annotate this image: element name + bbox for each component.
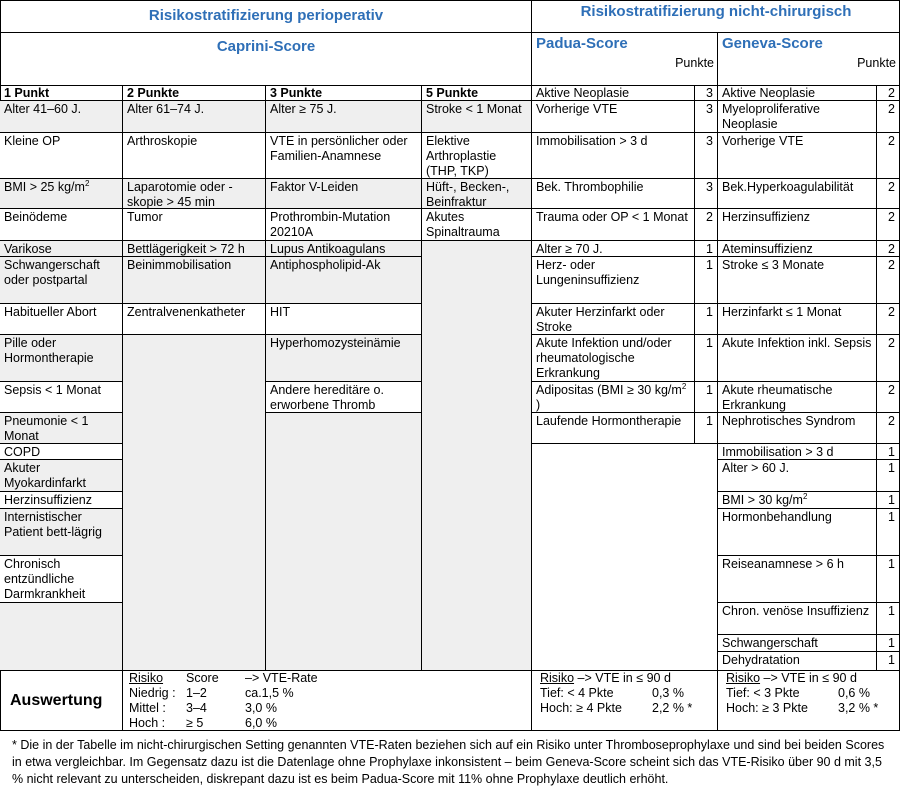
- caprini-item: Tumor: [123, 209, 266, 241]
- caprini-empty: [266, 413, 422, 671]
- geneva-points: 2: [877, 209, 900, 241]
- geneva-item: BMI > 30 $kg/m^2$: [718, 492, 877, 509]
- caprini-item: Alter ≥ 75 J.: [266, 101, 422, 133]
- padua-item: Trauma oder OP < 1 Monat: [532, 209, 695, 241]
- geneva-auswertung: Risiko –> VTE in ≤ 90 d Tief: < 3 Pkte 0,6 % Hoch: ≥ 3 Pkte 3,2 % *: [718, 671, 900, 731]
- caprini-item: HIT: [266, 304, 422, 335]
- geneva-item: Akute Infektion inkl. Sepsis: [718, 335, 877, 382]
- padua-item: Immobilisation > 3 d: [532, 133, 695, 179]
- caprini-item: Andere hereditäre o. erworbene Thromb: [266, 382, 422, 413]
- geneva-item: Schwangerschaft: [718, 635, 877, 652]
- caprini-item: Lupus Antikoagulans: [266, 241, 422, 257]
- caprini-item: COPD: [0, 444, 123, 460]
- geneva-item: Dehydratation: [718, 652, 877, 671]
- caprini-item: Habitueller Abort: [0, 304, 123, 335]
- caprini-item: VTE in persönlicher oder Familien-Anamnese: [266, 133, 422, 179]
- geneva-item: Aktive Neoplasie: [718, 86, 877, 101]
- geneva-item: Stroke ≤ 3 Monate: [718, 257, 877, 304]
- geneva-header-cell: [718, 33, 900, 86]
- title-nicht-chirurgisch: Risikostratifizierung nicht-chirurgisch: [532, 0, 900, 33]
- caprini-col-2: 2 Punkte: [123, 86, 266, 101]
- padua-empty: [532, 444, 718, 671]
- padua-points: 3: [695, 179, 718, 209]
- padua-item: Vorherige VTE: [532, 101, 695, 133]
- padua-item: Akuter Herzinfarkt oder Stroke: [532, 304, 695, 335]
- caprini-col-3: 3 Punkte: [266, 86, 422, 101]
- caprini-item: Chronisch entzündliche Darmkrankheit: [0, 556, 123, 603]
- padua-points: 3: [695, 101, 718, 133]
- caprini-col-1: 1 Punkt: [0, 86, 123, 101]
- geneva-points: 1: [877, 509, 900, 556]
- padua-punkte-label: Punkte: [675, 56, 714, 70]
- caprini-item: Prothrombin-Mutation 20210A: [266, 209, 422, 241]
- caprini-empty: [0, 603, 123, 671]
- padua-points: 1: [695, 241, 718, 257]
- caprini-item: Internistischer Patient bett-lägrig: [0, 509, 123, 556]
- caprini-item: Schwangerschaft oder postpartal: [0, 257, 123, 304]
- caprini-item: Arthroskopie: [123, 133, 266, 179]
- padua-item: Laufende Hormontherapie: [532, 413, 695, 444]
- padua-points: 3: [695, 133, 718, 179]
- caprini-item: Varikose: [0, 241, 123, 257]
- padua-auswertung: Risiko –> VTE in ≤ 90 d Tief: < 4 Pkte 0,3 % Hoch: ≥ 4 Pkte 2,2 % *: [532, 671, 718, 731]
- geneva-item: Nephrotisches Syndrom: [718, 413, 877, 444]
- geneva-header: Geneva-Score: [722, 35, 823, 52]
- caprini-item: Laparotomie oder -skopie > 45 min: [123, 179, 266, 209]
- geneva-item: Reiseanamnese > 6 h: [718, 556, 877, 603]
- footnote: * Die in der Tabelle im nicht-chirurgischen Setting genannten VTE-Raten beziehen sich auf ein Risiko unter Thromboseprophylaxe und sind bei beiden Scores in etwa vergleichbar. Im Gegensatz dazu ist die Datenlage ohne Prophylaxe inkonsistent – beim Geneva-Score scheint sich das VTE-Risiko über 90 d mit 3,5 % nicht relevant zu unterscheiden, diskrepant dazu ist es beim Padua-Score mit 11% ohne Prophylaxe deutlich erhöht.: [12, 738, 885, 786]
- caprini-auswertung: Risiko Score –> VTE-Rate Niedrig : 1–2 ca.1,5 % Mittel : 3–4 3,0 % Hoch : ≥ 5 6,0 %: [123, 671, 532, 731]
- caprini-item: Akutes Spinaltrauma: [422, 209, 532, 241]
- caprini-item: Stroke < 1 Monat: [422, 101, 532, 133]
- geneva-points: 1: [877, 635, 900, 652]
- geneva-points: 2: [877, 241, 900, 257]
- caprini-item: Elektive Arthroplastie (THP, TKP): [422, 133, 532, 179]
- caprini-item: Alter 41–60 J.: [0, 101, 123, 133]
- padua-points: 1: [695, 304, 718, 335]
- caprini-item: Faktor V-Leiden: [266, 179, 422, 209]
- caprini-header: Caprini-Score: [0, 33, 532, 86]
- caprini-item: Alter 61–74 J.: [123, 101, 266, 133]
- geneva-punkte-label: Punkte: [857, 56, 896, 70]
- geneva-points: 2: [877, 382, 900, 413]
- geneva-points: 1: [877, 444, 900, 460]
- caprini-item: Antiphospholipid-Ak: [266, 257, 422, 304]
- padua-points: 1: [695, 257, 718, 304]
- caprini-item: Pneumonie < 1 Monat: [0, 413, 123, 444]
- caprini-item: Herzinsuffizienz: [0, 492, 123, 509]
- padua-points: 1: [695, 335, 718, 382]
- padua-points: 1: [695, 382, 718, 413]
- geneva-item: Myeloproliferative Neoplasie: [718, 101, 877, 133]
- geneva-points: 1: [877, 556, 900, 603]
- geneva-points: 2: [877, 335, 900, 382]
- caprini-col-5: 5 Punkte: [422, 86, 532, 101]
- geneva-points: 2: [877, 86, 900, 101]
- caprini-item: Pille oder Hormontherapie: [0, 335, 123, 382]
- geneva-points: 2: [877, 304, 900, 335]
- geneva-item: Bek.Hyperkoagulabilität: [718, 179, 877, 209]
- caprini-item: Beinimmobilisation: [123, 257, 266, 304]
- title-perioperativ: Risikostratifizierung perioperativ: [0, 0, 532, 33]
- caprini-item: Zentralvenenkatheter: [123, 304, 266, 335]
- geneva-item: Hormonbehandlung: [718, 509, 877, 556]
- geneva-item: Immobilisation > 3 d: [718, 444, 877, 460]
- geneva-item: Vorherige VTE: [718, 133, 877, 179]
- caprini-item: Bettlägerigkeit > 72 h: [123, 241, 266, 257]
- padua-item: Aktive Neoplasie: [532, 86, 695, 101]
- caprini-item: BMI > 25 $kg/m^2$: [0, 179, 123, 209]
- padua-item: Bek. Thrombophilie: [532, 179, 695, 209]
- padua-item: Adipositas (BMI ≥ 30 $kg/m^2$ ): [532, 382, 695, 413]
- padua-header: Padua-Score: [536, 35, 628, 52]
- caprini-item: Beinödeme: [0, 209, 123, 241]
- geneva-item: Herzinfarkt ≤ 1 Monat: [718, 304, 877, 335]
- geneva-points: 1: [877, 652, 900, 671]
- geneva-points: 2: [877, 179, 900, 209]
- padua-item: Akute Infektion und/oder rheumatologische Erkrankung: [532, 335, 695, 382]
- caprini-item: Hüft-, Becken-, Beinfraktur: [422, 179, 532, 209]
- geneva-points: 1: [877, 492, 900, 509]
- auswertung-label: Auswertung: [0, 671, 123, 731]
- padua-header-cell: [532, 33, 718, 86]
- caprini-empty: [422, 241, 532, 671]
- caprini-item: Sepsis < 1 Monat: [0, 382, 123, 413]
- padua-points: 2: [695, 209, 718, 241]
- caprini-item: Kleine OP: [0, 133, 123, 179]
- geneva-item: Akute rheumatische Erkrankung: [718, 382, 877, 413]
- geneva-item: Chron. venöse Insuffizienz: [718, 603, 877, 635]
- geneva-item: Alter > 60 J.: [718, 460, 877, 492]
- padua-points: 3: [695, 86, 718, 101]
- geneva-points: 2: [877, 101, 900, 133]
- geneva-points: 1: [877, 603, 900, 635]
- caprini-item: Akuter Myokardinfarkt: [0, 460, 123, 492]
- geneva-points: 2: [877, 413, 900, 444]
- geneva-points: 2: [877, 133, 900, 179]
- padua-item: Alter ≥ 70 J.: [532, 241, 695, 257]
- caprini-item: Hyperhomozysteinämie: [266, 335, 422, 382]
- geneva-item: Ateminsuffizienz: [718, 241, 877, 257]
- padua-item: Herz- oder Lungeninsuffizienz: [532, 257, 695, 304]
- geneva-points: 2: [877, 257, 900, 304]
- padua-points: 1: [695, 413, 718, 444]
- caprini-empty: [123, 335, 266, 671]
- geneva-points: 1: [877, 460, 900, 492]
- geneva-item: Herzinsuffizienz: [718, 209, 877, 241]
